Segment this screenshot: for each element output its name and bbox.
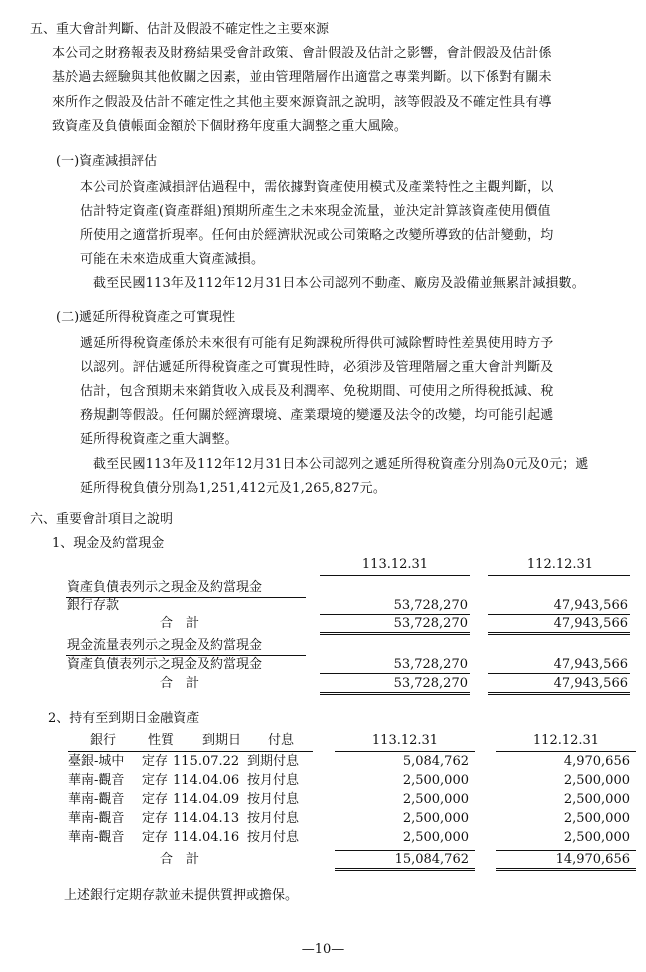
htm-cell-due: 114.04.16 xyxy=(173,830,240,845)
subsection1-line: 本公司於資產減損評估過程中，需依據對資產使用模式及產業特性之主觀判斷，以 xyxy=(80,180,554,195)
double-rule xyxy=(320,692,470,695)
htm-cell-type: 定存 xyxy=(142,792,169,807)
htm-col-label-interest: 付息 xyxy=(268,733,295,748)
double-rule xyxy=(320,632,470,635)
cash-value: 53,728,270 xyxy=(393,598,468,613)
htm-cell-due: 115.07.22 xyxy=(173,754,240,769)
col-header-113: 113.12.31 xyxy=(361,557,429,572)
htm-cell-type: 定存 xyxy=(142,754,169,769)
section5-para-line: 基於過去經驗與其他攸關之因素，並由管理階層作出適當之專業判斷。以下係對有關未 xyxy=(52,70,552,85)
htm-cell-type: 定存 xyxy=(142,830,169,845)
cash-total-value: 53,728,270 xyxy=(393,676,468,691)
header-underline xyxy=(488,575,630,576)
cash-value: 47,943,566 xyxy=(553,598,628,613)
htm-col-label-bank: 銀行 xyxy=(90,733,117,748)
htm-col-label-due: 到期日 xyxy=(202,733,242,748)
htm-cell-value: 2,500,000 xyxy=(563,830,630,845)
sum-rule xyxy=(320,614,470,615)
htm-cell-due: 114.04.09 xyxy=(173,792,240,807)
header-underline xyxy=(496,751,636,752)
htm-cell-bank: 華南-觀音 xyxy=(68,792,125,807)
sum-rule xyxy=(320,673,470,674)
subsection2-line: 截至民國113年及112年12月31日本公司認列之遞延所得稅資產分別為0元及0元；遞 xyxy=(93,457,589,472)
subsection2-line: 務規劃等假設。任何關於經濟環境、產業環境的變遷及法令的改變，均可能引起遞 xyxy=(80,408,554,423)
htm-cell-value: 2,500,000 xyxy=(402,792,469,807)
htm-cell-interest: 按月付息 xyxy=(247,792,300,807)
htm-cell-due: 114.04.06 xyxy=(173,773,240,788)
double-rule xyxy=(496,868,636,871)
header-underline xyxy=(335,751,475,752)
col-header-112: 112.12.31 xyxy=(526,557,594,572)
subsection2-line: 延所得稅資產之重大調整。 xyxy=(80,432,238,447)
subsection2-line: 遞延所得稅資產係於未來很有可能有足夠課稅所得供可減除暫時性差異使用時方予 xyxy=(80,336,554,351)
header-underline xyxy=(320,575,470,576)
htm-cell-bank: 華南-觀音 xyxy=(68,830,125,845)
subsection1-heading: (一)資產減損評估 xyxy=(56,154,158,169)
htm-cell-bank: 華南-觀音 xyxy=(68,811,125,826)
htm-cell-interest: 按月付息 xyxy=(247,773,300,788)
cash-row-label: 銀行存款 xyxy=(67,598,120,613)
section5-heading: 五、重大會計判斷、估計及假設不確定性之主要來源 xyxy=(30,22,330,37)
htm-note: 上述銀行定期存款並未提供質押或擔保。 xyxy=(64,888,299,903)
htm-cell-value: 2,500,000 xyxy=(402,811,469,826)
subsection1-line: 截至民國113年及112年12月31日本公司認列不動產、廠房及設備並無累計減損數。 xyxy=(93,276,585,291)
section6-heading: 六、重要會計項目之說明 xyxy=(30,512,174,527)
sum-rule xyxy=(488,673,630,674)
label-underline xyxy=(66,655,306,656)
sum-rule xyxy=(488,614,630,615)
htm-total-label: 合 計 xyxy=(160,852,200,867)
cash-total-value: 47,943,566 xyxy=(553,676,628,691)
htm-cell-bank: 臺銀-城中 xyxy=(68,754,125,769)
cash-total-value: 47,943,566 xyxy=(553,616,628,631)
htm-cell-value: 2,500,000 xyxy=(402,830,469,845)
subsection1-line: 所使用之適當折現率。任何由於經濟狀況或公司策略之改變所導致的估計變動，均 xyxy=(80,228,554,243)
double-rule xyxy=(488,692,630,695)
cash-value: 53,728,270 xyxy=(393,657,468,672)
section5-para-line: 來所作之假設及估計不確定性之其他主要來源資訊之說明，該等假設及不確定性具有導 xyxy=(52,95,552,110)
subsection1-line: 估計特定資產(資產群組)預期所產生之未來現金流量，並決定計算該資產使用價值 xyxy=(80,204,551,219)
htm-cell-type: 定存 xyxy=(142,773,169,788)
htm-cell-value: 2,500,000 xyxy=(563,773,630,788)
htm-cell-interest: 按月付息 xyxy=(247,811,300,826)
cash-total-value: 53,728,270 xyxy=(393,616,468,631)
sum-rule xyxy=(496,850,636,851)
htm-heading: 2、持有至到期日金融資產 xyxy=(48,711,200,726)
subsection2-heading: (二)遞延所得稅資產之可實現性 xyxy=(56,310,236,325)
htm-cell-value: 2,500,000 xyxy=(563,811,630,826)
cash-total-label: 合 計 xyxy=(160,676,200,691)
htm-cell-value: 5,084,762 xyxy=(402,754,469,769)
htm-cell-type: 定存 xyxy=(142,811,169,826)
htm-cell-interest: 按月付息 xyxy=(247,830,300,845)
col-header-112: 112.12.31 xyxy=(532,733,600,748)
cash-total-label: 合 計 xyxy=(160,616,200,631)
header-underline xyxy=(68,751,313,752)
subsection2-line: 以認列。評估遞延所得稅資產之可實現性時，必須涉及管理階層之重大會計判斷及 xyxy=(80,360,554,375)
double-rule xyxy=(335,868,475,871)
double-rule xyxy=(488,632,630,635)
page-number: —10— xyxy=(301,942,345,957)
htm-cell-bank: 華南-觀音 xyxy=(68,773,125,788)
htm-total-value: 15,084,762 xyxy=(394,852,469,867)
cash-value: 47,943,566 xyxy=(553,657,628,672)
htm-cell-due: 114.04.13 xyxy=(173,811,240,826)
subsection1-line: 可能在未來造成重大資產減損。 xyxy=(80,252,265,267)
htm-cell-value: 2,500,000 xyxy=(402,773,469,788)
section5-para-line: 致資產及負債帳面金額於下個財務年度重大調整之重大風險。 xyxy=(52,119,408,134)
subsection2-line: 延所得稅負債分別為1,251,412元及1,265,827元。 xyxy=(80,481,386,496)
htm-total-value: 14,970,656 xyxy=(555,852,630,867)
col-header-113: 113.12.31 xyxy=(371,733,439,748)
subsection2-line: 估計，包含預期未來銷貨收入成長及利潤率、免稅期間、可使用之所得稅抵減、稅 xyxy=(80,384,554,399)
cash-heading: 1、現金及約當現金 xyxy=(52,536,165,551)
section5-para-line: 本公司之財務報表及財務結果受會計政策、會計假設及估計之影響，會計假設及估計係 xyxy=(52,46,552,61)
htm-col-label-type: 性質 xyxy=(148,733,175,748)
cash-row-label: 資產負債表列示之現金及約當現金 xyxy=(67,657,263,672)
cash-row-label: 資產負債表列示之現金及約當現金 xyxy=(67,580,263,595)
cash-row-label: 現金流量表列示之現金及約當現金 xyxy=(67,638,263,653)
htm-cell-interest: 到期付息 xyxy=(247,754,300,769)
sum-rule xyxy=(335,850,475,851)
htm-cell-value: 2,500,000 xyxy=(563,792,630,807)
htm-cell-value: 4,970,656 xyxy=(563,754,630,769)
